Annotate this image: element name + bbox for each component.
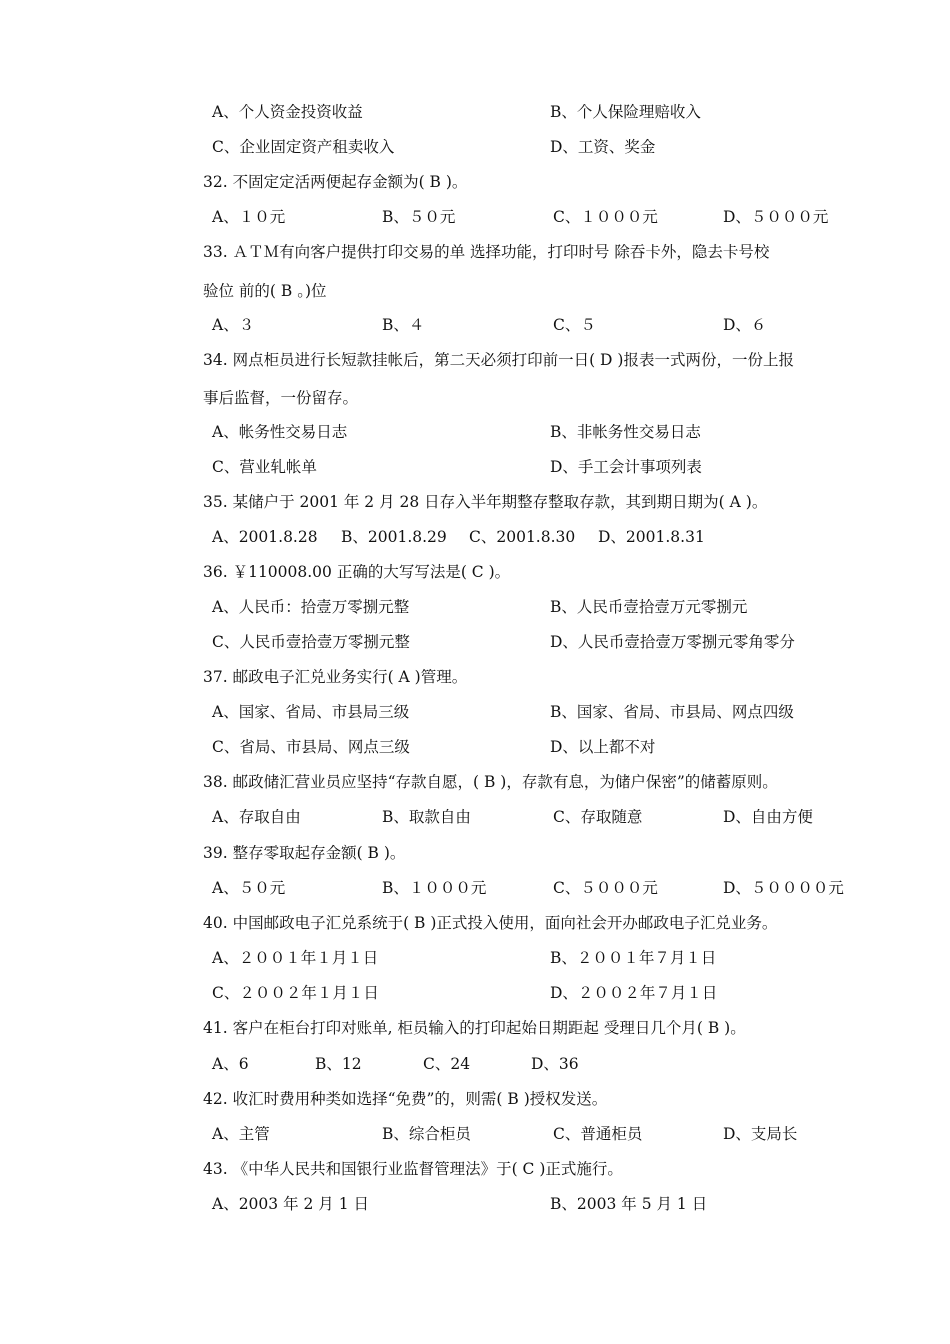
option-d: D、５０００元 — [723, 208, 829, 226]
option-b: B、非帐务性交易日志 — [550, 423, 701, 441]
option-a: A、５０元 — [212, 879, 286, 897]
question-39: 39. 整存零取起存金额( B )。 — [203, 844, 406, 862]
question-38: 38. 邮政储汇营业员应坚持“存款自愿，( B )，存款有息，为储户保密”的储蓄原则。 — [203, 773, 778, 791]
option-row — [212, 806, 882, 828]
option-row — [212, 982, 882, 1004]
option-a: A、个人资金投资收益 — [212, 103, 363, 121]
question-43: 43. 《中华人民共和国银行业监督管理法》于( C )正式施行。 — [203, 1160, 623, 1178]
option-row — [212, 877, 882, 899]
option-row — [212, 631, 882, 653]
option-b: B、12 — [315, 1055, 362, 1073]
option-row — [212, 701, 882, 723]
option-c: C、２００２年１月１日 — [212, 984, 379, 1002]
option-c: C、省局、市县局、网点三级 — [212, 738, 410, 756]
option-b: B、人民币壹拾壹万元零捌元 — [550, 598, 748, 616]
question-33-cont: 验位 前的( B 。)位 — [203, 282, 327, 300]
option-row — [212, 1123, 882, 1145]
option-row — [212, 101, 882, 123]
option-a: A、国家、省局、市县局三级 — [212, 703, 410, 721]
option-d: D、５００００元 — [723, 879, 844, 897]
option-a: A、帐务性交易日志 — [212, 423, 348, 441]
option-a: A、2003 年 2 月 1 日 — [212, 1195, 369, 1213]
option-row — [212, 421, 882, 443]
option-a: A、３ — [212, 316, 255, 334]
option-c: C、营业轧帐单 — [212, 458, 317, 476]
option-c: C、５ — [553, 316, 596, 334]
option-b: B、2003 年 5 月 1 日 — [550, 1195, 708, 1213]
option-c: C、2001.8.30 — [469, 528, 576, 546]
option-d: D、以上都不对 — [550, 738, 656, 756]
option-d: D、自由方便 — [723, 808, 813, 826]
option-c: C、５０００元 — [553, 879, 658, 897]
option-a: A、6 — [212, 1055, 249, 1073]
option-row — [212, 456, 882, 478]
option-b: B、５０元 — [382, 208, 456, 226]
option-b: B、１０００元 — [382, 879, 487, 897]
option-c: C、24 — [423, 1055, 471, 1073]
option-a: A、人民币：拾壹万零捌元整 — [212, 598, 410, 616]
question-42: 42. 收汇时费用种类如选择“免费”的，则需( B )授权发送。 — [203, 1090, 608, 1108]
option-b: B、综合柜员 — [382, 1125, 471, 1143]
option-c: C、１０００元 — [553, 208, 658, 226]
option-a: A、１０元 — [212, 208, 286, 226]
option-c: C、人民币壹拾壹万零捌元整 — [212, 633, 410, 651]
option-row — [212, 206, 882, 228]
option-a: A、存取自由 — [212, 808, 301, 826]
option-b: B、２００１年７月１日 — [550, 949, 717, 967]
option-row — [212, 526, 882, 548]
option-row — [212, 1193, 882, 1215]
option-row — [212, 1053, 882, 1075]
option-d: D、工资、奖金 — [550, 138, 656, 156]
option-d: D、手工会计事项列表 — [550, 458, 702, 476]
option-d: D、人民币壹拾壹万零捌元零角零分 — [550, 633, 795, 651]
option-row — [212, 596, 882, 618]
option-row — [212, 136, 882, 158]
option-a: A、2001.8.28 — [212, 528, 318, 546]
option-c: C、普通柜员 — [553, 1125, 643, 1143]
option-d: D、支局长 — [723, 1125, 798, 1143]
question-34: 34. 网点柜员进行长短款挂帐后，第二天必须打印前一日( D )报表一式两份，一份上报 — [203, 351, 794, 369]
question-34-cont: 事后监督，一份留存。 — [203, 389, 359, 407]
option-a: A、主管 — [212, 1125, 270, 1143]
question-40: 40. 中国邮政电子汇兑系统于( B )正式投入使用，面向社会开办邮政电子汇兑业务。 — [203, 914, 778, 932]
option-c: C、存取随意 — [553, 808, 643, 826]
question-33: 33. ＡＴＭ有向客户提供打印交易的单 选择功能，打印时号 除吞卡外，隐去卡号校 — [203, 243, 770, 261]
option-d: D、2001.8.31 — [598, 528, 705, 546]
question-36: 36. ￥110008.00 正确的大写写法是( C )。 — [203, 563, 511, 581]
question-41: 41. 客户在柜台打印对账单, 柜员输入的打印起始日期距起 受理日几个月( B )。 — [203, 1019, 746, 1037]
option-b: B、个人保险理赔收入 — [550, 103, 701, 121]
option-b: B、国家、省局、市县局、网点四级 — [550, 703, 794, 721]
question-32: 32. 不固定定活两便起存金额为( B )。 — [203, 173, 468, 191]
option-row — [212, 314, 882, 336]
option-c: C、企业固定资产租卖收入 — [212, 138, 395, 156]
option-d: D、２００２年７月１日 — [550, 984, 718, 1002]
option-b: B、取款自由 — [382, 808, 471, 826]
question-37: 37. 邮政电子汇兑业务实行( A )管理。 — [203, 668, 468, 686]
option-a: A、２００１年１月１日 — [212, 949, 379, 967]
option-row — [212, 736, 882, 758]
option-b: B、2001.8.29 — [341, 528, 447, 546]
option-d: D、６ — [723, 316, 767, 334]
question-35: 35. 某储户于 2001 年 2 月 28 日存入半年期整存整取存款，其到期日期为( A )。 — [203, 493, 768, 511]
option-b: B、４ — [382, 316, 425, 334]
option-d: D、36 — [531, 1055, 579, 1073]
option-row — [212, 947, 882, 969]
